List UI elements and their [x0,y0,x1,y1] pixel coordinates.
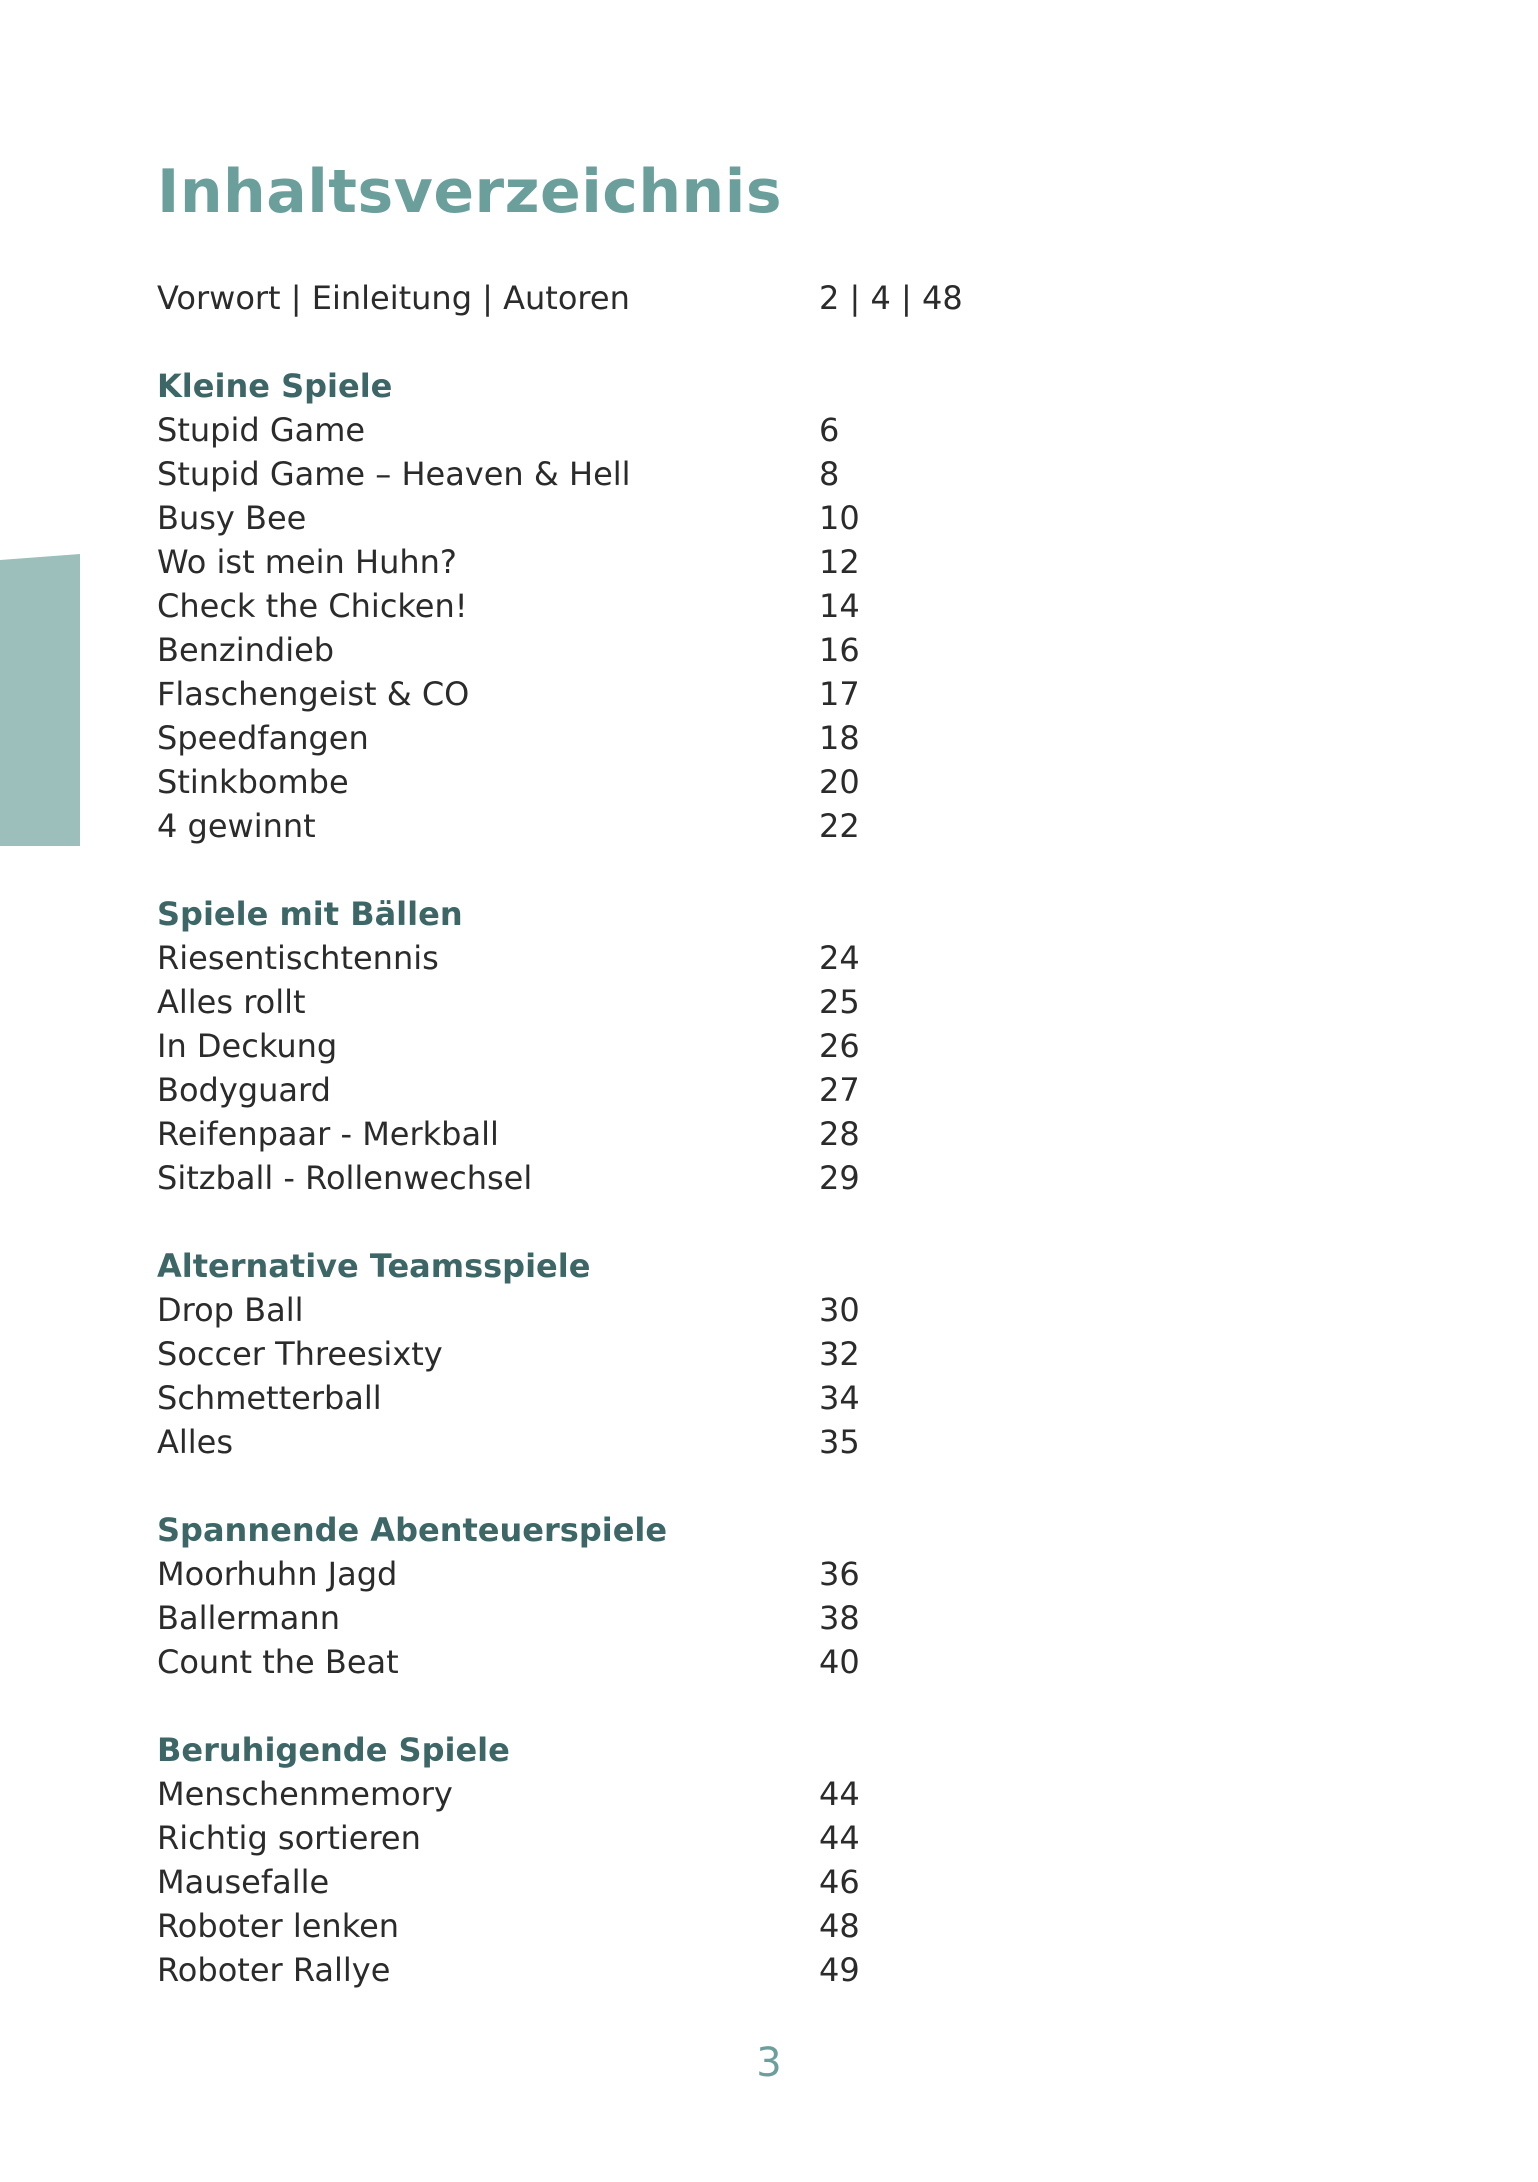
toc-entry-page: 14 [819,587,860,625]
toc-entry-label: Speedfangen [157,719,369,757]
toc-entry-row[interactable] [157,1332,1057,1376]
toc-entry-label: Bodyguard [157,1071,331,1109]
toc-entry-page: 49 [819,1951,860,1989]
toc-entry-page: 34 [819,1379,860,1417]
toc-entry-row[interactable] [157,1112,1057,1156]
toc-entry-label: Check the Chicken! [157,587,468,625]
toc-entry-page: 46 [819,1863,860,1901]
toc-entry-row[interactable] [157,716,1057,760]
toc-entry-row[interactable] [157,1552,1057,1596]
toc-entry-row[interactable] [157,628,1057,672]
section-spacer [157,1464,1057,1508]
toc-entry-row[interactable] [157,936,1057,980]
toc-entry-row[interactable] [157,804,1057,848]
section-spacer [157,320,1057,364]
toc-entry-page: 10 [819,499,860,537]
toc-entry-label: Reifenpaar - Merkball [157,1115,499,1153]
section-heading [157,1244,1057,1288]
toc-entry-row[interactable] [157,1640,1057,1684]
section-heading [157,892,1057,936]
section-heading-label: Spiele mit Bällen [157,895,463,933]
toc-entry-page: 30 [819,1291,860,1329]
toc-entry-page: 18 [819,719,860,757]
toc-entry-label: Moorhuhn Jagd [157,1555,398,1593]
toc-entry-row[interactable] [157,1156,1057,1200]
toc-entry-label: Wo ist mein Huhn? [157,543,457,581]
toc-entry-label: Roboter lenken [157,1907,400,1945]
toc-entry-page: 36 [819,1555,860,1593]
toc-entry-page: 44 [819,1819,860,1857]
toc-entry-label: Mausefalle [157,1863,330,1901]
toc-entry-label: Alles rollt [157,983,306,1021]
toc-entry-page: 35 [819,1423,860,1461]
toc-entry-page: 12 [819,543,860,581]
page-number: 3 [756,2040,782,2086]
toc-entry-page: 2 | 4 | 48 [819,279,963,317]
toc-entry-page: 38 [819,1599,860,1637]
toc-entry-row[interactable] [157,1860,1057,1904]
page-title: Inhaltsverzeichnis [157,157,783,227]
toc-entry-label: Drop Ball [157,1291,304,1329]
toc-entry-page: 48 [819,1907,860,1945]
toc-entry-row[interactable] [157,496,1057,540]
toc-entry-row[interactable] [157,540,1057,584]
toc-entry-row[interactable] [157,452,1057,496]
table-of-contents [157,276,1057,1992]
toc-entry-page: 16 [819,631,860,669]
toc-entry-label: In Deckung [157,1027,338,1065]
section-heading [157,1728,1057,1772]
toc-entry-page: 44 [819,1775,860,1813]
section-heading-label: Beruhigende Spiele [157,1731,510,1769]
toc-entry-page: 27 [819,1071,860,1109]
toc-entry-page: 25 [819,983,860,1021]
section-heading-label: Kleine Spiele [157,367,393,405]
toc-entry-row[interactable] [157,1420,1057,1464]
section-spacer [157,1684,1057,1728]
toc-entry-row[interactable] [157,1948,1057,1992]
section-heading [157,364,1057,408]
toc-entry-label: Soccer Threesixty [157,1335,443,1373]
toc-entry-label: Stupid Game – Heaven & Hell [157,455,631,493]
toc-entry-label: Stinkbombe [157,763,349,801]
toc-intro-row[interactable] [157,276,1057,320]
toc-entry-row[interactable] [157,1596,1057,1640]
toc-entry-page: 26 [819,1027,860,1065]
toc-entry-label: Flaschengeist & CO [157,675,470,713]
toc-entry-label: Vorwort | Einleitung | Autoren [157,279,630,317]
toc-entry-label: 4 gewinnt [157,807,316,845]
toc-entry-row[interactable] [157,1904,1057,1948]
toc-entry-row[interactable] [157,1772,1057,1816]
toc-entry-row[interactable] [157,1024,1057,1068]
toc-entry-label: Roboter Rallye [157,1951,391,1989]
toc-entry-page: 22 [819,807,860,845]
toc-entry-page: 32 [819,1335,860,1373]
toc-entry-page: 40 [819,1643,860,1681]
section-heading-label: Spannende Abenteuerspiele [157,1511,668,1549]
toc-entry-page: 17 [819,675,860,713]
toc-entry-page: 29 [819,1159,860,1197]
toc-entry-page: 8 [819,455,840,493]
toc-entry-label: Benzindieb [157,631,335,669]
section-heading-label: Alternative Teamsspiele [157,1247,591,1285]
toc-entry-label: Alles [157,1423,234,1461]
toc-entry-page: 28 [819,1115,860,1153]
toc-entry-page: 20 [819,763,860,801]
toc-entry-row[interactable] [157,672,1057,716]
toc-entry-label: Sitzball - Rollenwechsel [157,1159,533,1197]
toc-entry-label: Count the Beat [157,1643,399,1681]
toc-entry-row[interactable] [157,760,1057,804]
toc-entry-row[interactable] [157,1816,1057,1860]
toc-entry-row[interactable] [157,408,1057,452]
toc-entry-row[interactable] [157,1068,1057,1112]
section-heading [157,1508,1057,1552]
toc-entry-page: 24 [819,939,860,977]
toc-entry-label: Richtig sortieren [157,1819,421,1857]
side-tab-decoration [0,554,80,846]
section-spacer [157,1200,1057,1244]
toc-entry-label: Schmetterball [157,1379,382,1417]
toc-entry-label: Ballermann [157,1599,340,1637]
toc-entry-row[interactable] [157,584,1057,628]
toc-entry-row[interactable] [157,980,1057,1024]
toc-entry-row[interactable] [157,1288,1057,1332]
toc-entry-label: Stupid Game [157,411,366,449]
toc-entry-label: Menschenmemory [157,1775,453,1813]
section-spacer [157,848,1057,892]
toc-entry-page: 6 [819,411,840,449]
toc-entry-label: Busy Bee [157,499,307,537]
toc-entry-label: Riesentischtennis [157,939,439,977]
toc-entry-row[interactable] [157,1376,1057,1420]
